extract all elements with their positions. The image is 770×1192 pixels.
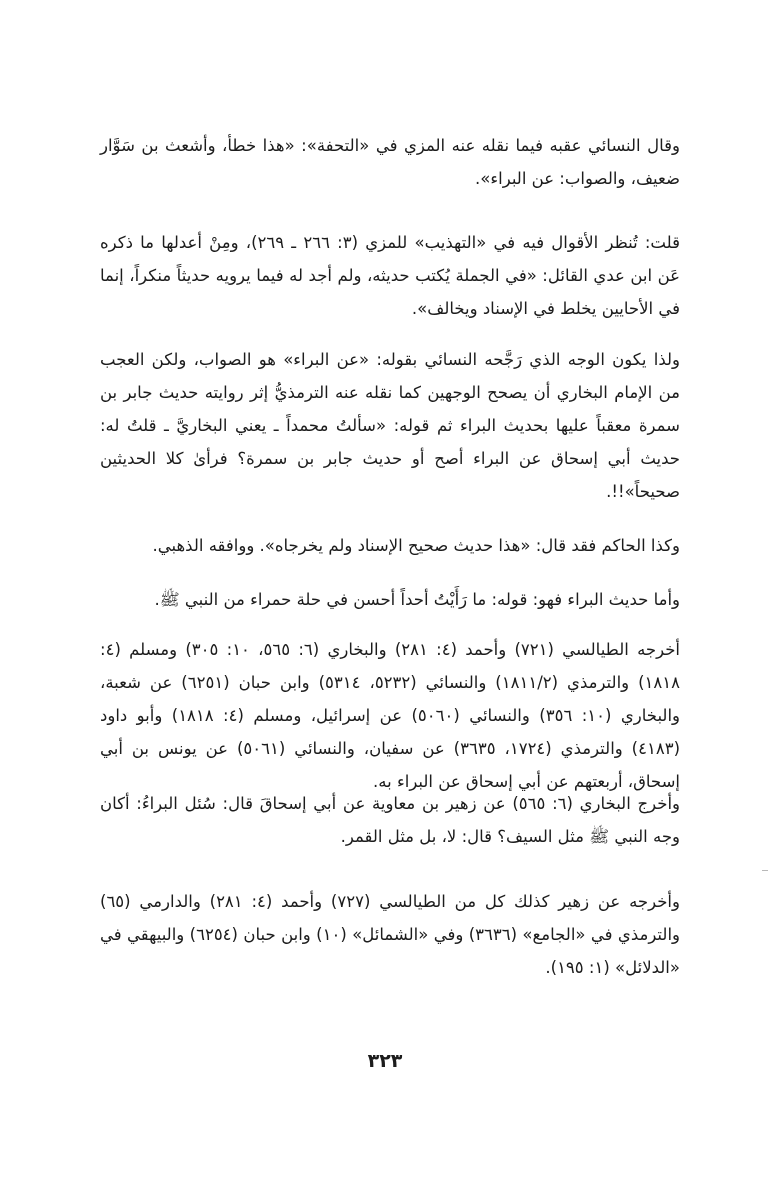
paragraph-tahdhib-note: قلت: تُنظر الأقوال فيه في «التهذيب» للمزي (٣: ٢٦٦ ـ ٢٦٩)، ومِنْ أعدلها ما ذكره عَن ابن عدي القائل: «في الجملة يُكتب حديثه، ولم أجد له فيما يرويه حديثاً منكراً، إنما في الأحايين يخلط في الإسناد ويخالف». bbox=[100, 232, 680, 318]
page-number: ٣٢٣ bbox=[367, 1050, 403, 1072]
paragraph-hakim: وكذا الحاكم فقد قال: «هذا حديث صحيح الإسناد ولم يخرجاه». ووافقه الذهبي. bbox=[152, 535, 680, 555]
paragraph-takhrij-1: أخرجه الطيالسي (٧٢١) وأحمد (٤: ٢٨١) والبخاري (٦: ٥٦٥، ١٠: ٣٠٥) ومسلم (٤: ١٨١٨) والترمذي (١٨١١/٢) والنسائي (٥٢٣٢، ٥٣١٤) وابن حبان (٦٢٥١) عن شعبة، والبخاري (١٠: ٣٥٦) والنسائي (٥٠٦٠) عن إسرائيل، ومسلم (٤: ١٨١٨) وأبو داود (٤١٨٣) والترمذي (١٧٢٤، ٣٦٣٥) عن سفيان، والنسائي (٥٠٦١) عن يونس بن أبي إسحاق، أربعتهم عن أبي إسحاق عن البراء به. bbox=[100, 639, 681, 791]
paragraph-bara-hadith: وأما حديث البراء فهو: قوله: ما رَأَيْتُ أحداً أحسن في حلة حمراء من النبي ﷺ. bbox=[154, 589, 680, 609]
paragraph-bukhari-tarjih: ولذا يكون الوجه الذي رَجَّحه النسائي بقوله: «عن البراء» هو الصواب، ولكن العجب من الإمام البخاري أن يصحح الوجهين كما نقله عنه الترمذيُّ إثر روايته حديث جابر بن سمرة معقباً عليها بحديث البراء ثم قوله: «سألتُ محمداً ـ يعني البخاريَّ ـ قلتُ له: حديث أبي إسحاق عن البراء أصح أو حديث جابر بن سمرة؟ فرأىٰ كلا الحديثين صحيحاً»!!. bbox=[100, 349, 680, 501]
margin-divider bbox=[762, 870, 768, 871]
paragraph-takhrij-3: وأخرجه عن زهير كذلك كل من الطيالسي (٧٢٧) وأحمد (٤: ٢٨١) والدارمي (٦٥) والترمذي في «الجامع» (٣٦٣٦) وفي «الشمائل» (١٠) وابن حبان (٦٢٥٤) والبيهقي في «الدلائل» (١: ١٩٥). bbox=[100, 891, 680, 977]
paragraph-nasai-comment: وقال النسائي عقبه فيما نقله عنه المزي في «التحفة»: «هذا خطأ، وأشعث بن سَوَّار ضعيف، والصواب: عن البراء». bbox=[100, 135, 680, 188]
paragraph-takhrij-2: وأخرج البخاري (٦: ٥٦٥) عن زهير بن معاوية عن أبي إسحاقَ قال: سُئل البراءُ: أكان وجه النبي ﷺ مثل السيف؟ قال: لا، بل مثل القمر. bbox=[100, 793, 680, 846]
